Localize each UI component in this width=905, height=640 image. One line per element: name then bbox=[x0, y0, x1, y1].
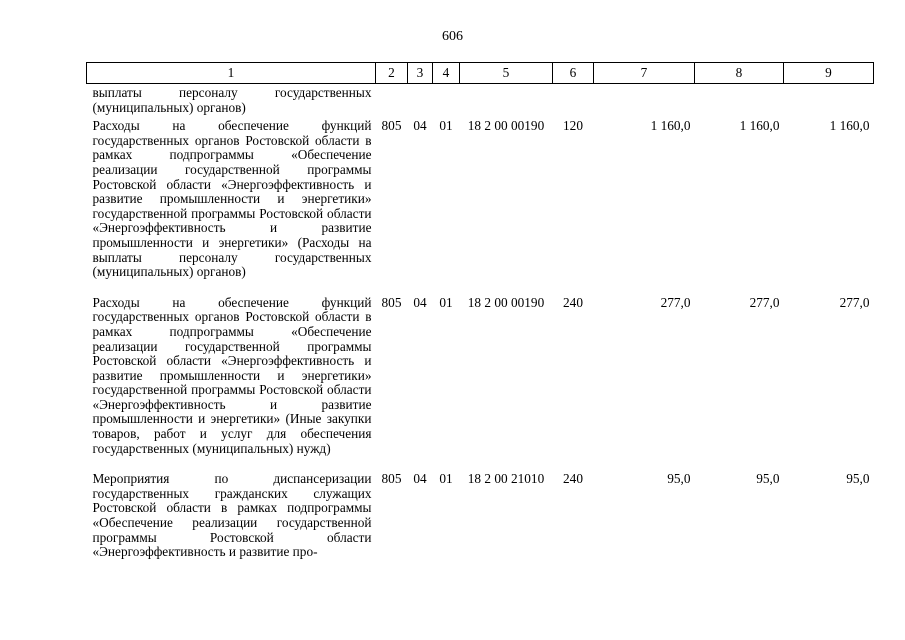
cell-code-4: 01 bbox=[439, 294, 453, 310]
cell-code-2: 805 bbox=[381, 294, 402, 310]
cell-amount-8: 277,0 bbox=[749, 294, 780, 310]
cell-amount-8: 95,0 bbox=[756, 471, 780, 487]
column-header-8: 8 bbox=[695, 63, 784, 84]
cell-amount-9: 277,0 bbox=[839, 294, 870, 310]
table-row bbox=[87, 468, 874, 572]
cell-code-6: 240 bbox=[563, 294, 583, 310]
row-description: Мероприятия по диспансеризации государственных гражданских служащих Ростовской области в рамках подпрограммы «Обеспечение реализации государственной программы Ростовской области «Энергоэффективность и развитие про- bbox=[92, 471, 372, 560]
continued-description: выплаты персоналу государственных (муниципальных) органов) bbox=[92, 85, 372, 115]
cell-code-5: 18 2 00 21010 bbox=[467, 471, 545, 487]
cell-code-4: 01 bbox=[439, 118, 453, 134]
header-row bbox=[87, 63, 874, 84]
column-header-2: 2 bbox=[376, 63, 408, 84]
column-header-3: 3 bbox=[408, 63, 433, 84]
cell-amount-7: 277,0 bbox=[660, 294, 691, 310]
cell-code-2: 805 bbox=[381, 118, 402, 134]
continued-row bbox=[87, 84, 874, 116]
column-header-9: 9 bbox=[784, 63, 874, 84]
table-row bbox=[87, 115, 874, 292]
cell-amount-9: 1 160,0 bbox=[829, 118, 870, 134]
cell-code-3: 04 bbox=[413, 294, 427, 310]
table-row bbox=[87, 292, 874, 469]
cell-amount-7: 1 160,0 bbox=[650, 118, 691, 134]
cell-code-3: 04 bbox=[413, 471, 427, 487]
budget-table bbox=[86, 62, 874, 572]
cell-code-4: 01 bbox=[439, 471, 453, 487]
row-description: Расходы на обеспечение функций государственных органов Ростовской области в рамках подпрограммы «Обеспечение реализации государственной программы Ростовской области «Энергоэффективность и развитие промышленности и энергетики» государственной программы Ростовской области «Энергоэффективность и развитие промышленности и энергетики» (Расходы на выплаты персоналу государственных (муниципальных) органов) bbox=[92, 118, 372, 280]
cell-amount-9: 95,0 bbox=[846, 471, 870, 487]
cell-code-6: 120 bbox=[563, 118, 583, 134]
cell-code-6: 240 bbox=[563, 471, 583, 487]
cell-amount-8: 1 160,0 bbox=[739, 118, 780, 134]
column-header-7: 7 bbox=[594, 63, 695, 84]
column-header-1: 1 bbox=[87, 63, 376, 84]
page-number: 606 bbox=[442, 29, 463, 44]
column-header-4: 4 bbox=[433, 63, 460, 84]
column-header-6: 6 bbox=[553, 63, 594, 84]
cell-amount-7: 95,0 bbox=[667, 471, 691, 487]
cell-code-3: 04 bbox=[413, 118, 427, 134]
cell-code-5: 18 2 00 00190 bbox=[467, 118, 545, 134]
row-description: Расходы на обеспечение функций государственных органов Ростовской области в рамках подпрограммы «Обеспечение реализации государственной программы Ростовской области «Энергоэффективность и развитие промышленности и энергетики» государственной программы Ростовской области «Энергоэффективность и развитие промышленности и энергетики» (Иные закупки товаров, работ и услуг для обеспечения государственных (муниципальных) нужд) bbox=[92, 294, 372, 456]
column-header-5: 5 bbox=[460, 63, 553, 84]
cell-code-2: 805 bbox=[381, 471, 402, 487]
cell-code-5: 18 2 00 00190 bbox=[467, 294, 545, 310]
